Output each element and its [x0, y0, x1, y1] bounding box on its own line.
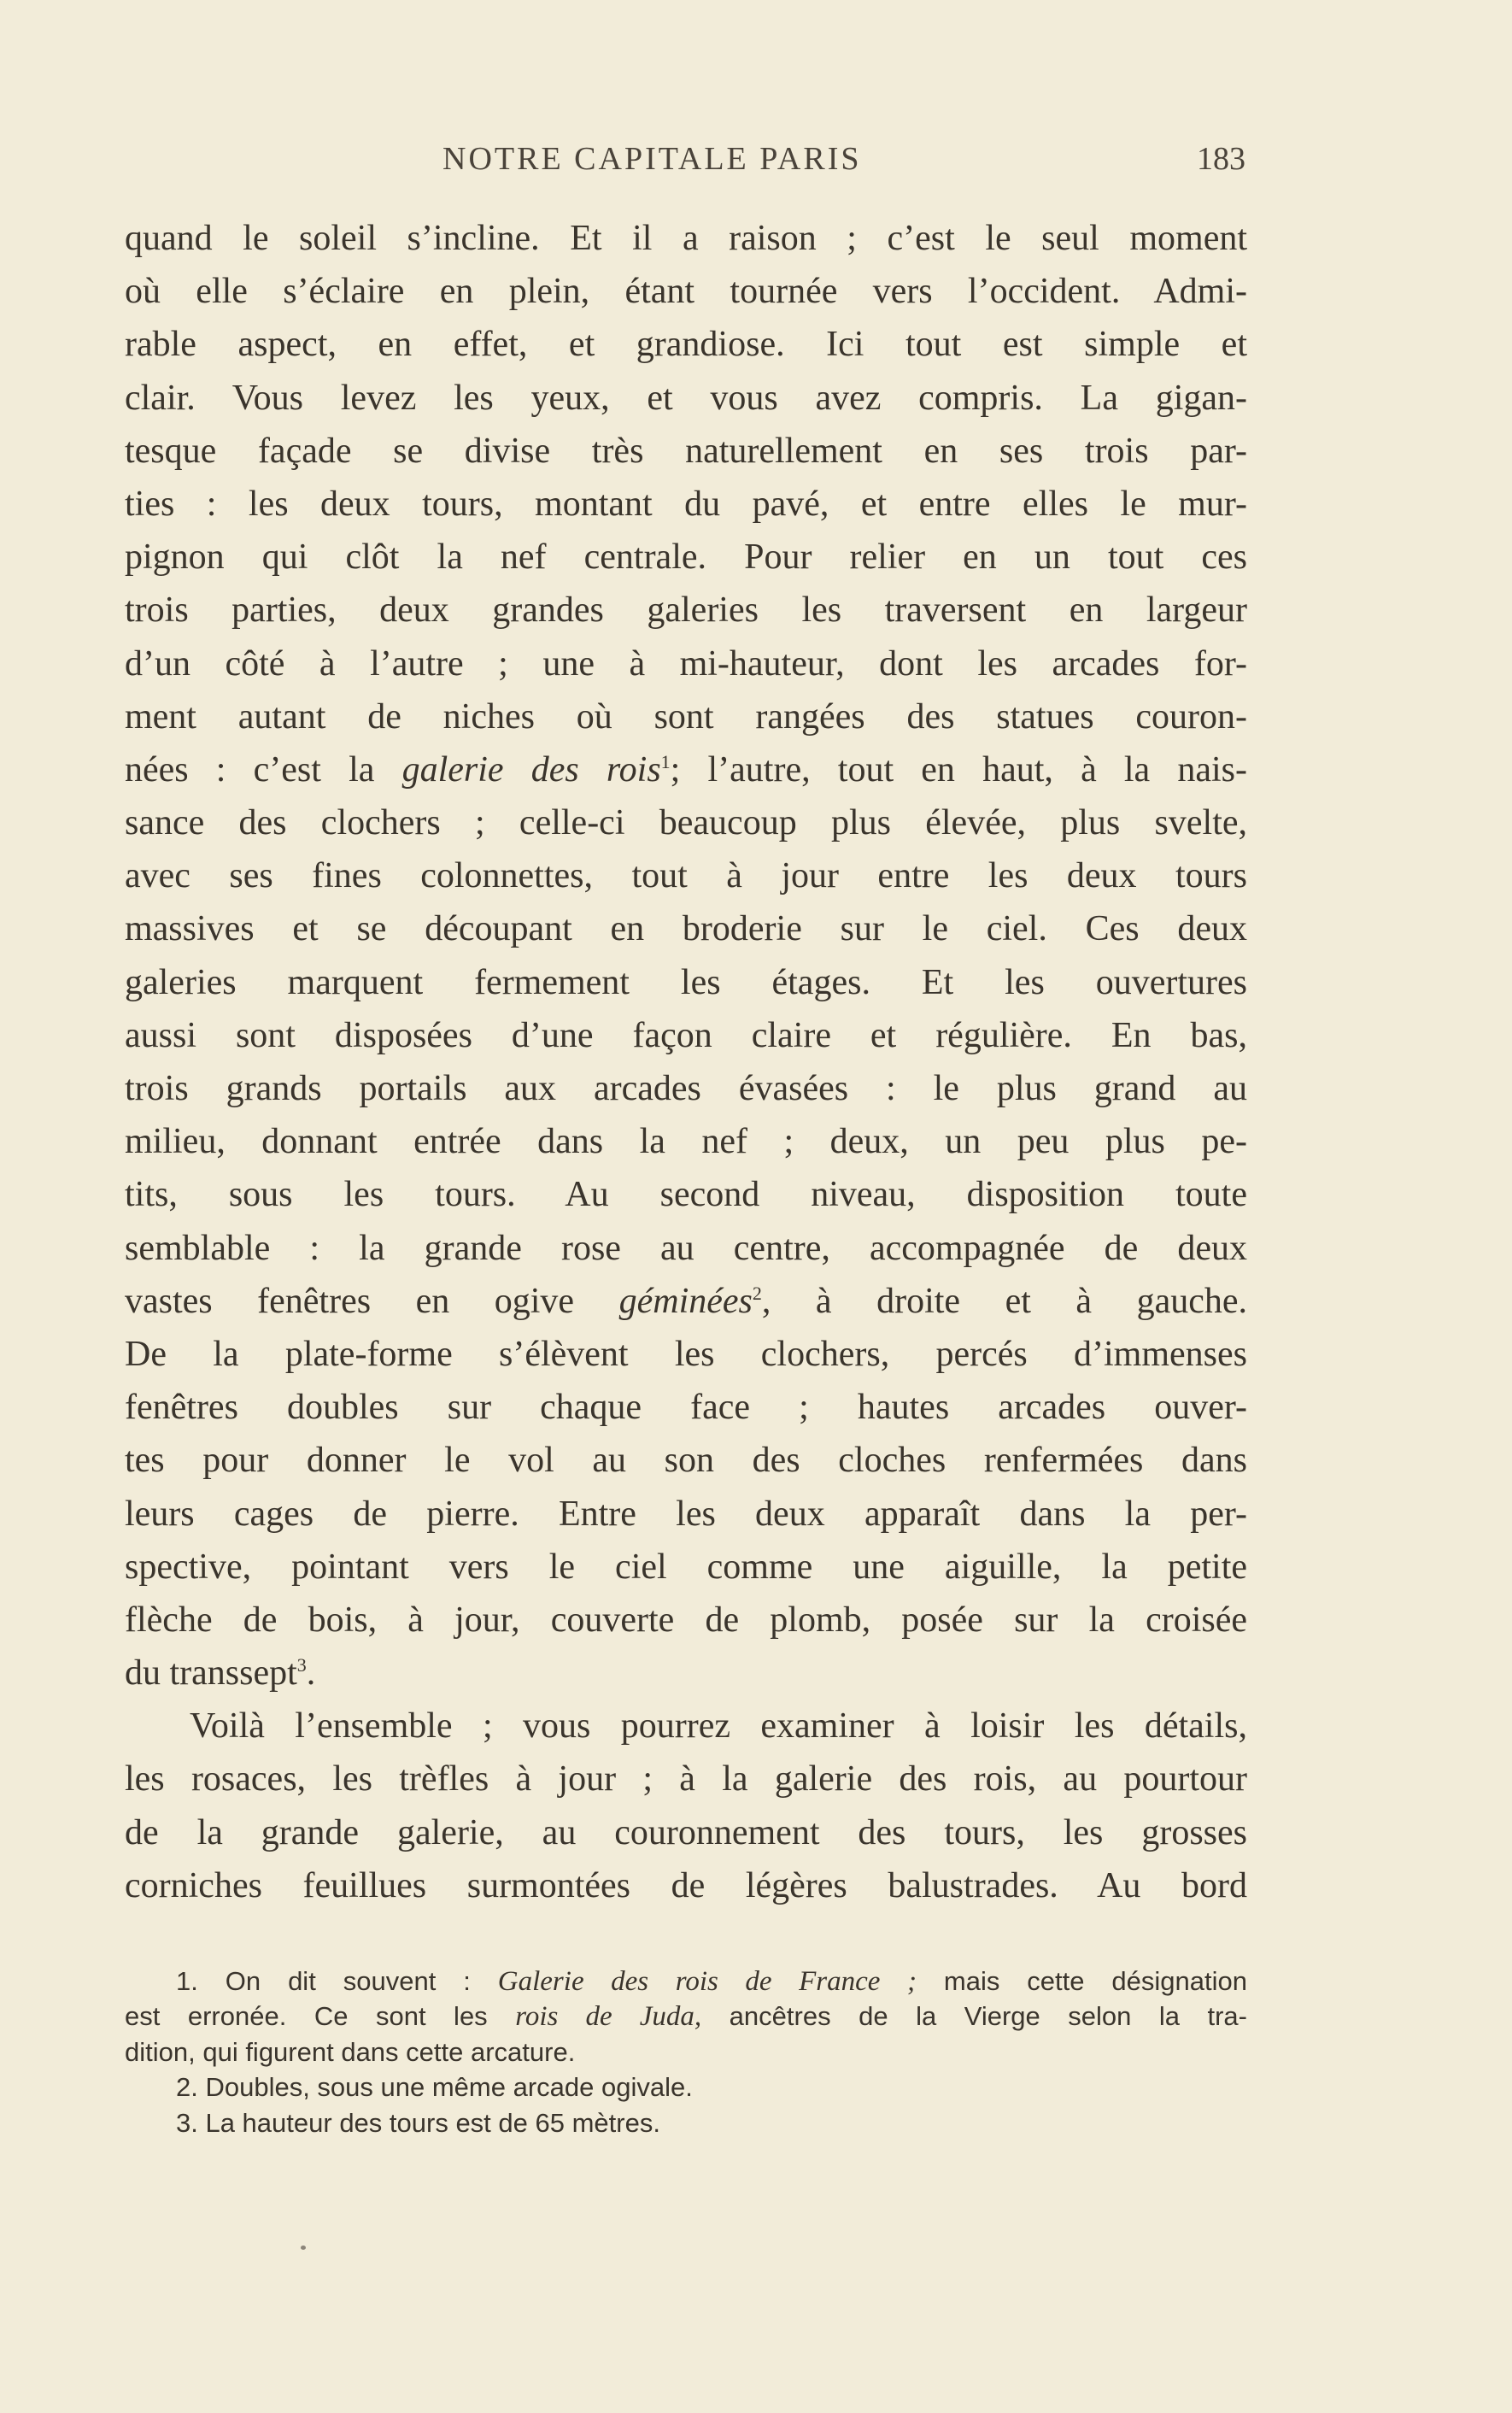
text-line-with-note: [125, 1275, 1247, 1328]
text-line-with-note: [125, 743, 1247, 796]
paragraph-end-line: [125, 1647, 1247, 1700]
running-title: NOTRE CAPITALE PARIS: [442, 141, 862, 177]
footnote-text: 1. On dit souvent :: [176, 1966, 498, 1996]
line-text: du transsept: [125, 1653, 297, 1694]
footnote-ref: 1: [660, 750, 671, 772]
italic-term: galerie des rois: [401, 749, 661, 790]
text-line: corniches feuillues surmontées de légères balustrades. Au bord: [125, 1865, 1247, 1905]
text-line: quand le soleil s’incline. Et il a raison ; c’est le seul moment: [125, 219, 1247, 258]
text-line: avec ses fines colonnettes, tout à jour entre les deux tours: [125, 856, 1247, 896]
italic-term: géminées: [618, 1281, 753, 1321]
text-line: trois grands portails aux arcades évasées : le plus grand au: [125, 1069, 1247, 1108]
footnote-1-line: [125, 1999, 1247, 2034]
text-line: ties : les deux tours, montant du pavé, et entre elles le mur-: [125, 484, 1247, 524]
text-line: sance des clochers ; celle-ci beaucoup plus élevée, plus svelte,: [125, 803, 1247, 843]
line-text: nées : c’est la: [125, 749, 402, 790]
text-line: où elle s’éclaire en plein, étant tournée vers l’occident. Admi-: [125, 272, 1247, 312]
text-line: trois parties, deux grandes galeries les traversent en largeur: [125, 590, 1247, 631]
footnote-text: mais cette désignation: [916, 1966, 1247, 1996]
text-line: d’un côté à l’autre ; une à mi-hauteur, dont les arcades for-: [125, 643, 1247, 684]
text-line: fenêtres doubles sur chaque face ; hautes arcades ouver-: [125, 1388, 1247, 1428]
text-line: leurs cages de pierre. Entre les deux apparaît dans la per-: [125, 1494, 1247, 1534]
footnote-text: ancêtres de la Vierge selon la tra-: [701, 2001, 1247, 2032]
text-line: tes pour donner le vol au son des cloches renfermées dans: [125, 1441, 1247, 1481]
footnote-ref: 3: [296, 1654, 307, 1676]
line-text: , à droite et à gauche.: [761, 1281, 1247, 1321]
text-line: les rosaces, les trèfles à jour ; à la galerie des rois, au pourtour: [125, 1759, 1247, 1799]
text-line: galeries marquent fermement les étages. Et les ouvertures: [125, 962, 1247, 1002]
paragraph-start-line: Voilà l’ensemble ; vous pourrez examiner à loisir les détails,: [190, 1706, 1247, 1747]
footnote-italic: Galerie des rois de France ;: [497, 1966, 917, 1997]
text-line: tits, sous les tours. Au second niveau, disposition toute: [125, 1175, 1247, 1215]
footnote-3: 3. La hauteur des tours est de 65 mètres.: [176, 2107, 660, 2138]
text-line: de la grande galerie, au couronnement des tours, les grosses: [125, 1812, 1247, 1852]
text-line: tesque façade se divise très naturellement en ses trois par-: [125, 431, 1247, 471]
line-text: .: [306, 1653, 316, 1694]
text-line: De la plate-forme s’élèvent les clochers, percés d’immenses: [125, 1334, 1247, 1374]
page-header: [126, 140, 1245, 188]
line-text: ; l’autre, tout en haut, à la nais-: [670, 749, 1247, 790]
text-line: rable aspect, en effet, et grandiose. Ici tout est simple et: [125, 325, 1247, 365]
footnote-2: 2. Doubles, sous une même arcade ogivale.: [176, 2072, 693, 2103]
body-text: [125, 212, 1247, 1912]
text-line: clair. Vous levez les yeux, et vous avez compris. La gigan-: [125, 378, 1247, 418]
text-line: spective, pointant vers le ciel comme une aiguille, la petite: [125, 1547, 1247, 1587]
footnote-italic: rois de Juda,: [515, 2001, 702, 2033]
text-line: semblable : la grande rose au centre, accompagnée de deux: [125, 1228, 1247, 1268]
text-line: milieu, donnant entrée dans la nef ; deux, un peu plus pe-: [125, 1122, 1247, 1162]
text-line: ment autant de niches où sont rangées des statues couron-: [125, 696, 1247, 737]
footnote-1-line: [125, 1964, 1247, 1999]
text-line: flèche de bois, à jour, couverte de plomb, posée sur la croisée: [125, 1600, 1247, 1640]
footnote-text: est erronée. Ce sont les: [125, 2001, 516, 2032]
ink-speck: [301, 2246, 306, 2250]
text-line: pignon qui clôt la nef centrale. Pour relier en un tout ces: [125, 537, 1247, 578]
footnotes: [125, 1964, 1247, 2140]
page-number: 183: [1197, 141, 1245, 177]
footnote-1-line: dition, qui figurent dans cette arcature.: [125, 2036, 576, 2067]
text-line: massives et se découpant en broderie sur le ciel. Ces deux: [125, 909, 1247, 949]
line-text: vastes fenêtres en ogive: [125, 1281, 619, 1321]
text-line: aussi sont disposées d’une façon claire et régulière. En bas,: [125, 1015, 1247, 1055]
footnote-ref: 2: [752, 1282, 762, 1304]
